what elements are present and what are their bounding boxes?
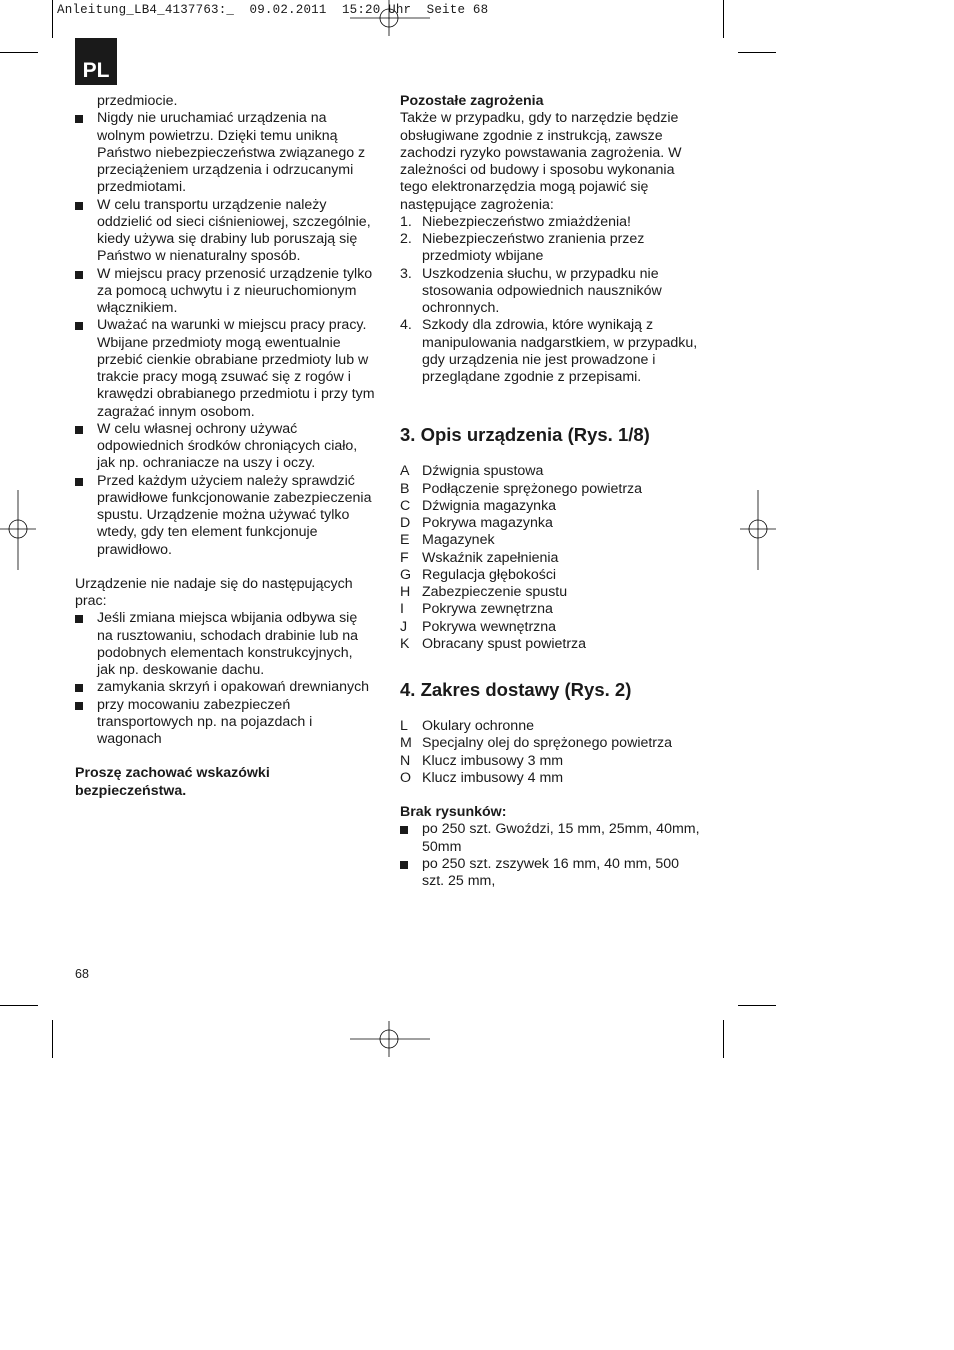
lettered-item xyxy=(400,550,710,567)
lettered-item xyxy=(400,532,710,549)
item-letter: O xyxy=(400,769,412,786)
text-line: obsługiwane zgodnie z instrukcją, zawsze xyxy=(400,127,663,144)
text-line: zależności od budowy i sposobu wykonania xyxy=(400,162,675,178)
list-item-text: W celu transportu urządzenie należy xyxy=(97,196,327,213)
list-item-text: krawędzi obrabianego przedmiotu i przy tym xyxy=(97,386,375,403)
item-letter: N xyxy=(400,752,411,769)
list-item-text: Nigdy nie uruchamiać urządzenia na xyxy=(97,110,327,127)
crop-mark xyxy=(52,1020,53,1058)
numbered-item xyxy=(400,317,710,386)
print-header: Anleitung_LB4_4137763:_ 09.02.2011 15:20 Uhr Seite 68 xyxy=(57,3,489,17)
list-item-text: transportowych np. na pojazdach i xyxy=(97,713,313,730)
crop-mark xyxy=(52,0,53,38)
list-item-text: wagonach xyxy=(97,731,162,747)
keep-instructions-note xyxy=(75,765,385,800)
list-item-text: prawidłowo. xyxy=(97,541,172,558)
lettered-item xyxy=(400,601,710,618)
list-item-text: spustu. Urządzenie można używać tylko xyxy=(97,507,350,523)
item-letter: A xyxy=(400,463,410,480)
list-item xyxy=(75,266,385,318)
delivery-list xyxy=(400,718,710,787)
crop-mark xyxy=(0,52,38,53)
list-item-text: W miejscu pracy przenosić urządzenie tylko xyxy=(97,265,373,282)
registration-mark-left xyxy=(0,490,36,570)
list-item xyxy=(75,197,385,266)
item-text: stosowania odpowiednich nauszników xyxy=(422,282,662,299)
item-text: Dźwignia magazynka xyxy=(422,497,557,514)
text-line: następujące zagrożenia: xyxy=(400,196,554,213)
bullet-square-icon xyxy=(75,684,83,692)
list-item-text: odpowiednich środków chroniących ciało, xyxy=(97,438,358,454)
crop-mark xyxy=(738,1005,776,1006)
item-text: Wskaźnik zapełnienia xyxy=(422,549,559,566)
list-item-text: oddzielić od sieci ciśnieniowej, szczególnie, xyxy=(97,213,371,230)
list-item xyxy=(400,821,710,856)
list-item xyxy=(75,679,385,696)
lettered-item xyxy=(400,515,710,532)
lettered-item xyxy=(400,770,710,787)
item-letter: J xyxy=(400,618,408,635)
list-item-text: Państwo niebezpieczeństwa związanego z xyxy=(97,144,366,161)
lettered-item xyxy=(400,619,710,636)
item-text: Podłączenie sprężonego powietrza xyxy=(422,480,643,497)
section-3-heading: 3. Opis urządzenia (Rys. 1/8) xyxy=(400,424,650,446)
item-letter: E xyxy=(400,532,410,549)
list-item-text: szt. 25 mm, xyxy=(422,873,496,889)
item-letter: B xyxy=(400,480,410,497)
item-text: przedmioty wbijane xyxy=(422,248,544,265)
residual-risks-title: Pozostałe zagrożenia xyxy=(400,93,544,109)
list-item xyxy=(75,473,385,559)
text-line: Także w przypadku, gdy to narzędzie będzie xyxy=(400,110,679,127)
item-text: Dźwignia spustowa xyxy=(422,463,544,480)
list-item-text: zagrażać innym osobom. xyxy=(97,403,255,420)
item-letter: M xyxy=(400,735,412,752)
list-item-text: za pomocą uchwytu i z nieuruchomionym xyxy=(97,282,357,299)
item-text: Specjalny olej do sprężonego powietrza xyxy=(422,735,673,752)
list-item-text: po 250 szt. Gwoździ, 15 mm, 25mm, 40mm, xyxy=(422,821,700,838)
parts-list xyxy=(400,463,710,653)
item-text: Pokrywa zewnętrzna xyxy=(422,601,553,618)
list-item-text: Uważać na warunki w miejscu pracy pracy. xyxy=(97,317,367,334)
text-line: Urządzenie nie nadaje się do następujących xyxy=(75,575,353,592)
bullet-square-icon xyxy=(75,271,83,279)
item-text: Obracany spust powietrza xyxy=(422,635,587,652)
list-item-text: przedmiotami. xyxy=(97,179,187,196)
right-column xyxy=(400,93,710,890)
item-text: gdy urządzenia nie jest prowadzone i xyxy=(422,351,656,368)
list-item xyxy=(75,421,385,473)
list-item xyxy=(75,697,385,749)
list-item xyxy=(75,610,385,679)
lettered-item xyxy=(400,735,710,752)
bullet-square-icon xyxy=(400,826,408,834)
lettered-item xyxy=(400,481,710,498)
list-item xyxy=(400,856,710,891)
not-suitable-paragraph xyxy=(75,576,385,611)
item-text: Szkody dla zdrowia, które wynikają z xyxy=(422,317,654,334)
item-number: 4. xyxy=(400,317,412,334)
bold-line: bezpieczeństwa. xyxy=(75,782,187,799)
bullet-square-icon xyxy=(75,615,83,623)
list-item-text: zamykania skrzyń i opakowań drewnianych xyxy=(97,679,370,696)
item-text: Zabezpieczenie spustu xyxy=(422,584,568,600)
item-text: Okulary ochronne xyxy=(422,718,534,734)
list-item-text: na rusztowaniu, schodach drabinie lub na xyxy=(97,627,359,644)
list-item-text: przy mocowaniu zabezpieczeń xyxy=(97,696,291,713)
crop-mark xyxy=(738,52,776,53)
numbered-item xyxy=(400,231,710,266)
list-item-text: wolnym powietrzu. Dzięki temu unikną xyxy=(97,127,338,144)
text-line: przedmiocie. xyxy=(97,93,178,109)
item-text: manipulowania nadgarstkiem, w przypadku, xyxy=(422,334,698,351)
left-column xyxy=(75,93,385,800)
language-badge-label: PL xyxy=(82,59,110,82)
list-item xyxy=(75,110,385,196)
item-letter: H xyxy=(400,584,411,600)
item-letter: G xyxy=(400,566,412,583)
list-item-text: przeciążeniem urządzenia i odrzucanymi xyxy=(97,162,354,178)
list-item-text: Wbijane przedmioty mogą ewentualnie xyxy=(97,334,341,351)
registration-mark-right xyxy=(740,490,776,570)
item-number: 3. xyxy=(400,265,412,282)
section-4-heading: 4. Zakres dostawy (Rys. 2) xyxy=(400,679,632,700)
lettered-item xyxy=(400,718,710,735)
item-number: 2. xyxy=(400,231,412,247)
page-number: 68 xyxy=(75,967,89,981)
item-text: Pokrywa magazynka xyxy=(422,515,553,531)
text-line: tego elektronarzędzia mogą pojawić się xyxy=(400,179,649,196)
numbered-item xyxy=(400,214,710,231)
item-text: Niebezpieczeństwo zranienia przez xyxy=(422,231,645,247)
item-letter: D xyxy=(400,515,411,531)
missing-drawings-list xyxy=(400,821,710,890)
item-text: Pokrywa wewnętrzna xyxy=(422,618,557,635)
item-text: Magazynek xyxy=(422,532,495,549)
item-text: Regulacja głębokości xyxy=(422,566,557,583)
bullet-square-icon xyxy=(75,202,83,210)
list-item-text: włącznikiem. xyxy=(97,300,178,316)
language-badge xyxy=(75,38,117,85)
registration-mark-top xyxy=(350,0,430,36)
crop-mark xyxy=(723,0,724,38)
missing-drawings-title: Brak rysunków: xyxy=(400,804,507,820)
list-item-text: Przed każdym użyciem należy sprawdzić xyxy=(97,472,355,489)
item-number: 1. xyxy=(400,213,412,230)
item-text: Klucz imbusowy 3 mm xyxy=(422,752,564,769)
registration-mark-bottom xyxy=(350,1021,430,1057)
bullet-square-icon xyxy=(75,322,83,330)
list-item-text: Państwo w nienaturalny sposób. xyxy=(97,248,301,265)
risks-numbered-list xyxy=(400,214,710,387)
crop-mark xyxy=(723,1020,724,1058)
list-item-text: trakcie pracy mogą zsuwać się z rogów i xyxy=(97,369,351,385)
list-item-text: po 250 szt. zszywek 16 mm, 40 mm, 500 xyxy=(422,855,680,872)
list-item-text: Jeśli zmiana miejsca wbijania odbywa się xyxy=(97,610,358,627)
item-text: Niebezpieczeństwo zmiażdżenia! xyxy=(422,213,631,230)
item-letter: F xyxy=(400,549,409,566)
bullet-square-icon xyxy=(75,426,83,434)
list-item-text: W celu własnej ochrony używać xyxy=(97,420,298,437)
bullet-square-icon xyxy=(75,478,83,486)
crop-mark xyxy=(0,1005,38,1006)
bullet-square-icon xyxy=(75,115,83,123)
safety-bullet-list xyxy=(75,110,385,559)
bold-line: Proszę zachować wskazówki xyxy=(75,765,270,782)
list-item-text: 50mm xyxy=(422,838,462,855)
list-item-text: przebić cienkie obrabiane przedmioty lub w xyxy=(97,351,369,368)
lettered-item xyxy=(400,636,710,653)
list-item-text: podobnych elementach konstrukcyjnych, xyxy=(97,644,353,661)
list-item-text: kiedy używa się drabiny lub poruszają się xyxy=(97,231,358,247)
numbered-item xyxy=(400,266,710,318)
not-suitable-bullet-list xyxy=(75,610,385,748)
lettered-item xyxy=(400,498,710,515)
text-line: zachodzi ryzyko powstawania zagrożenia. W xyxy=(400,144,682,161)
item-text: przeglądane zgodnie z przepisami. xyxy=(422,369,642,385)
item-letter: C xyxy=(400,497,411,514)
item-text: Klucz imbusowy 4 mm xyxy=(422,769,564,786)
bullet-square-icon xyxy=(400,861,408,869)
text-line: prac: xyxy=(75,593,107,609)
item-letter: L xyxy=(400,718,408,734)
lettered-item xyxy=(400,584,710,601)
bullet-square-icon xyxy=(75,702,83,710)
lettered-item xyxy=(400,753,710,770)
lettered-item xyxy=(400,463,710,480)
lettered-item xyxy=(400,567,710,584)
item-letter: I xyxy=(400,601,404,618)
list-item-text: jak np. ochraniacze na uszy i oczy. xyxy=(97,455,316,472)
item-text: ochronnych. xyxy=(422,300,500,316)
item-letter: K xyxy=(400,635,410,652)
list-item-text: prawidłowe funkcjonowanie zabezpieczenia xyxy=(97,489,372,506)
list-item-text: wtedy, gdy ten element funkcjonuje xyxy=(97,524,318,541)
list-item-text: jak np. deskowanie dachu. xyxy=(97,662,265,678)
residual-risks-text xyxy=(400,110,710,214)
item-text: Uszkodzenia słuchu, w przypadku nie xyxy=(422,265,659,282)
list-item xyxy=(75,317,385,421)
